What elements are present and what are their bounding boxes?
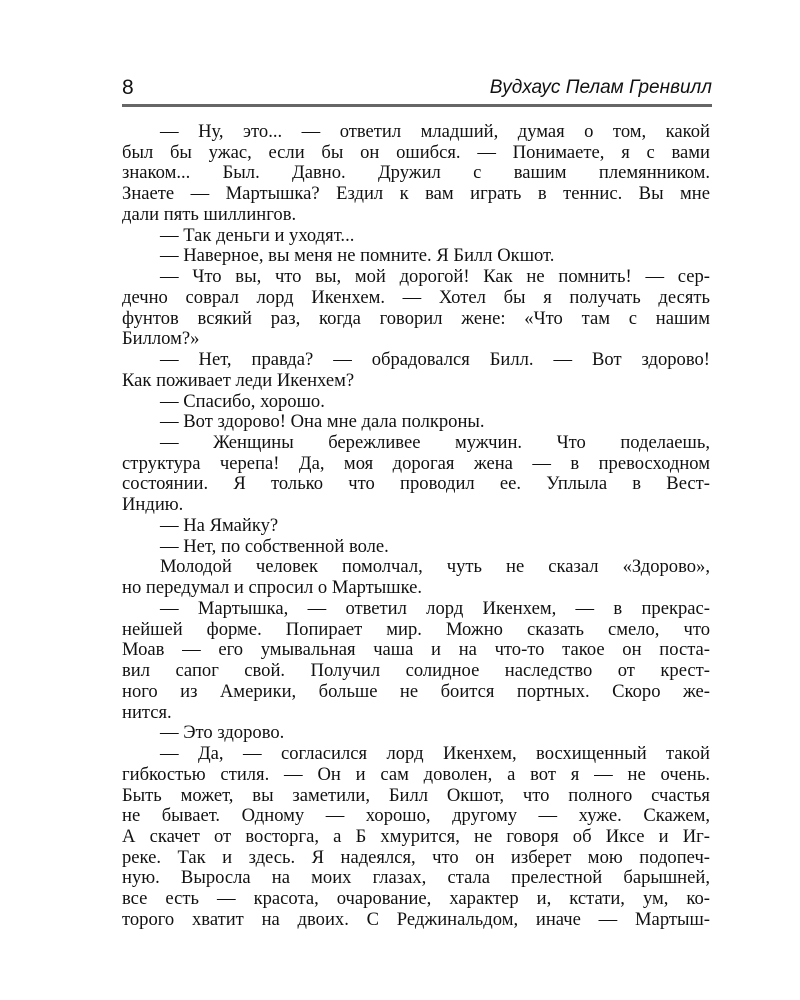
text-line: но передумал и спросил о Мартышке. xyxy=(122,577,423,599)
text-line: — Мартышка, — ответил лорд Икенхем, — в прекрас- xyxy=(160,597,710,619)
page-number: 8 xyxy=(122,76,134,99)
text-line: нится. xyxy=(122,701,172,723)
text-line: — Ну, это... — ответил младший, думая о том, какой xyxy=(160,121,710,142)
text-line: — Наверное, вы меня не помните. Я Билл Окшот. xyxy=(160,245,555,267)
text-line: нейшей форме. Попирает мир. Можно сказать смело, что xyxy=(122,618,710,640)
page-header xyxy=(122,76,712,104)
text-line: Моав — его умывальная чаша и на что-то такое он поста- xyxy=(122,639,710,661)
text-line: — Нет, правда? — обрадовался Билл. — Вот здорово! xyxy=(160,349,710,371)
text-line: Молодой человек помолчал, чуть не сказал «Здорово», xyxy=(160,556,710,578)
text-line: торого хватит на двоих. С Реджинальдом, иначе — Мартыш- xyxy=(122,908,710,930)
text-line: гибкостью стиля. — Он и сам доволен, а вот я — не очень. xyxy=(122,763,710,785)
text-line: был бы ужас, если бы он ошибся. — Понимаете, я с вами xyxy=(122,141,710,163)
text-line: Индию. xyxy=(122,494,184,516)
text-line: — Это здорово. xyxy=(160,722,285,744)
text-line: — Что вы, что вы, мой дорогой! Как не помнить! — сер- xyxy=(160,266,710,288)
text-line: вил сапог свой. Получил солидное наследство от крест- xyxy=(122,660,710,682)
text-line: А скачет от восторга, а Б хмурится, не говоря об Иксе и Иг- xyxy=(122,825,710,847)
text-line: ного из Америки, больше не боится портных. Скоро же- xyxy=(122,680,710,702)
text-line: состоянии. Я только что проводил ее. Уплыла в Вест- xyxy=(122,473,710,495)
text-line: — Нет, по собственной воле. xyxy=(160,535,389,557)
text-line: — Женщины бережливее мужчин. Что поделаешь, xyxy=(160,432,710,454)
text-line: — Вот здорово! Она мне дала полкроны. xyxy=(160,411,485,433)
text-line: все есть — красота, очарование, характер и, кстати, ум, ко- xyxy=(122,888,710,910)
text-line: Как поживает леди Икенхем? xyxy=(122,369,355,391)
text-line: — На Ямайку? xyxy=(160,514,279,536)
text-line: — Спасибо, хорошо. xyxy=(160,390,325,412)
text-line: дечно соврал лорд Икенхем. — Хотел бы я получать десять xyxy=(122,286,710,308)
text-line: — Да, — согласился лорд Икенхем, восхищенный такой xyxy=(160,743,710,765)
text-line: Биллом?» xyxy=(122,328,200,350)
running-title: Вудхаус Пелам Гренвилл xyxy=(489,77,712,98)
text-line: Знаете — Мартышка? Ездил к вам играть в теннис. Вы мне xyxy=(122,183,710,205)
text-line: реке. Так и здесь. Я надеялся, что он изберет мою подопеч- xyxy=(122,846,710,868)
page-body-text xyxy=(122,122,710,931)
text-line: ную. Выросла на моих глазах, стала прелестной барышней, xyxy=(122,867,710,889)
text-line: Быть может, вы заметили, Билл Окшот, что полного счастья xyxy=(122,784,710,806)
text-line: знаком... Был. Давно. Дружил с вашим племянником. xyxy=(122,162,710,184)
header-rule xyxy=(122,104,712,107)
text-line: дали пять шиллингов. xyxy=(122,203,297,225)
text-line: не бывает. Одному — хорошо, другому — хуже. Скажем, xyxy=(122,805,710,827)
text-line: — Так деньги и уходят... xyxy=(160,224,355,246)
text-line: фунтов всякий раз, когда говорил жене: «Что там с нашим xyxy=(122,307,710,329)
text-line: структура черепа! Да, моя дорогая жена — в превосходном xyxy=(122,452,710,474)
